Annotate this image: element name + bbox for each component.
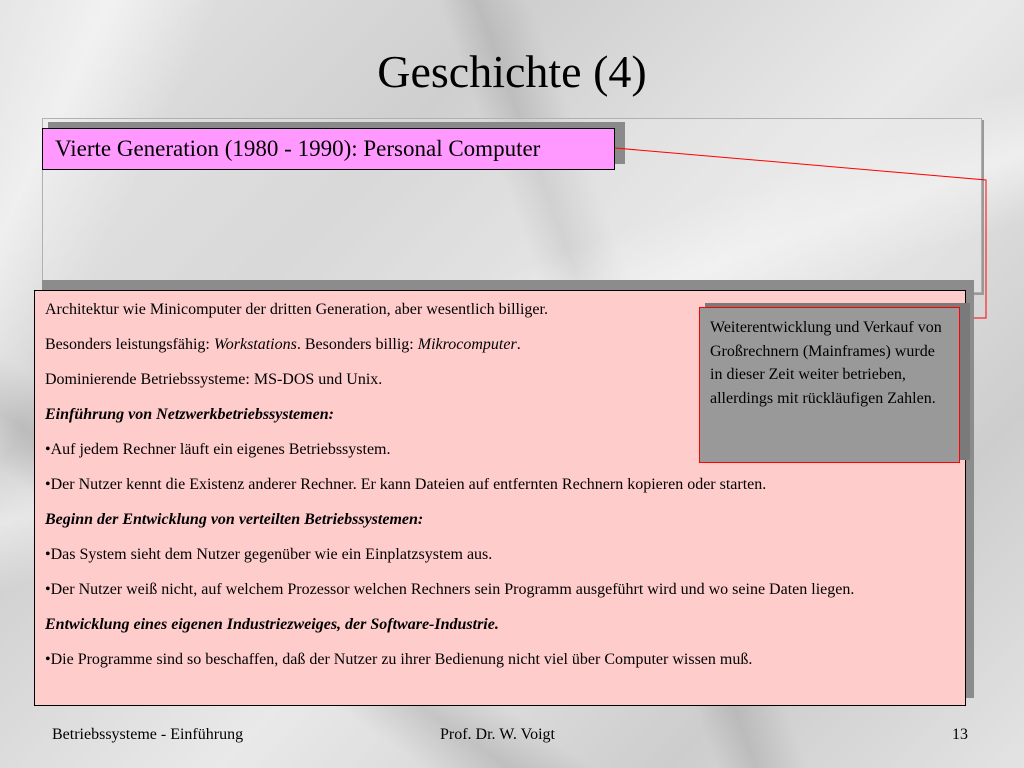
- term-workstations: Workstations: [213, 336, 297, 353]
- bullet-remote-files: •Der Nutzer kennt die Existenz anderer Rechner. Er kann Dateien auf entfernten Rechnern kopieren oder starten.: [45, 476, 767, 493]
- term-mikrocomputer: Mikrocomputer: [417, 336, 517, 353]
- footer-page-number: 13: [952, 726, 968, 743]
- text-workstations: Besonders leistungsfähig: Workstations. Besonders billig: Mikrocomputer.: [45, 336, 521, 353]
- slide-title: Geschichte (4): [377, 46, 647, 97]
- heading-software-industry: Entwicklung eines eigenen Industriezweiges, der Software-Industrie.: [45, 616, 499, 633]
- footer-author: Prof. Dr. W. Voigt: [440, 726, 555, 743]
- generation-banner: Vierte Generation (1980 - 1990): Personal Computer: [42, 128, 615, 170]
- bullet-single-system: •Das System sieht dem Nutzer gegenüber wie ein Einplatzsystem aus.: [45, 546, 493, 563]
- footer-course-title: Betriebssysteme - Einführung: [52, 726, 244, 743]
- bullet-own-os: •Auf jedem Rechner läuft ein eigenes Betriebssystem.: [45, 441, 391, 458]
- bullet-processor-unknown: •Der Nutzer weiß nicht, auf welchem Prozessor welchen Rechners sein Programm ausgeführt wird und wo seine Daten liegen.: [45, 581, 855, 598]
- text-operating-systems: Dominierende Betriebssysteme: MS-DOS und Unix.: [45, 371, 383, 388]
- bullet-programs-usable: •Die Programme sind so beschaffen, daß der Nutzer zu ihrer Bedienung nicht viel über Computer wissen muß.: [45, 651, 753, 668]
- heading-network-os: Einführung von Netzwerkbetriebssystemen:: [45, 406, 334, 423]
- heading-distributed-os: Beginn der Entwicklung von verteilten Betriebssystemen:: [45, 511, 424, 528]
- mainframe-callout: Weiterentwicklung und Verkauf von Großrechnern (Mainframes) wurde in dieser Zeit weiter betrieben, allerdings mit rückläufigen Zahlen.: [699, 307, 960, 463]
- text-architecture: Architektur wie Minicomputer der dritten Generation, aber wesentlich billiger.: [45, 301, 548, 318]
